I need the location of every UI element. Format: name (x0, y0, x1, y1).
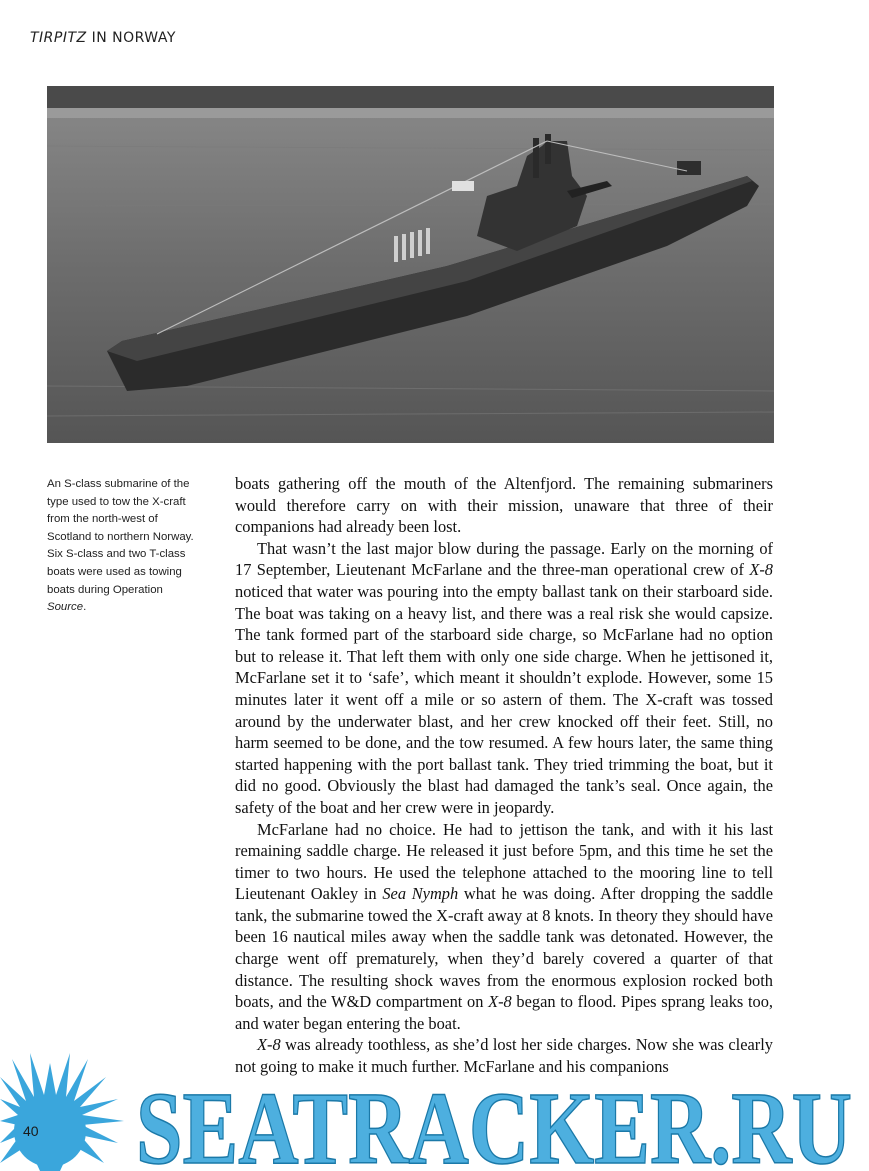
paragraph-text: noticed that water was pouring into the empty ballast tank on their starboard side. The boat was taking on a heavy list, and there was a real risk she would capsize. The tank formed part of the starboard side charge, so McFarlane had no option but to release it. That left them with only one side charge. When he jettisoned it, McFarlane set it to ‘safe’, which meant it shouldn’t explode. However, some 15 minutes later it went off a mile or so astern of them. The X-craft was tossed around by the underwater blast, and her crew knocked off their feet. Still, no harm seemed to be done, and the tow resumed. A few hours later, the same thing started happening with the port ballast tank. They tried trimming the boat, but it did no good. Obviously the blast had damaged the tank’s seal. Once again, the safety of the boat and her crew were in jeopardy. (235, 581, 773, 817)
paragraph-text: what he was doing. After dropping the saddle tank, the submarine towed the X-craft away at 8 knots. In theory they should have been 16 nautical miles away when the saddle tank was detonated. However, the charge went off prematurely, when they’d barely covered a quarter of that distance. The resulting shock waves from the enormous explosion rocked both boats, and the W&D compartment on (235, 884, 774, 1012)
vessel-name: X-8 (257, 1035, 281, 1055)
photo-caption (47, 476, 197, 617)
body-text (235, 473, 773, 1078)
paragraph-text: was already toothless, as she’d lost her side charges. Now she was clearly not going to make it much further. McFarlane and his companions (235, 1035, 773, 1077)
vessel-name: Sea Nymph (382, 884, 459, 904)
watermark (0, 1045, 869, 1171)
running-head-italic: TIRPITZ (30, 30, 87, 46)
paragraph: boats gathering off the mouth of the Altenfjord. The remaining submariners would therefore carry on with their mission, unaware that three of their companions had already been lost. (235, 474, 773, 537)
paragraph-text: began to flood. Pipes sprang leaks too, and water began entering the boat. (235, 992, 773, 1033)
running-head-rest: IN NORWAY (86, 30, 176, 46)
paragraph (235, 538, 773, 819)
caption-italic: Source (47, 601, 84, 614)
page-number: 40 (23, 1123, 39, 1139)
caption-end: . (83, 601, 87, 614)
vessel-name: X-8 (749, 560, 773, 580)
submarine-photo (47, 86, 774, 443)
paragraph-text: McFarlane had no choice. He had to jettison the tank, and with it his last remaining saddle charge. He released it just before 5pm, and this time he set the timer to two hours. He used the telephone attached to the mooring line to tell Lieutenant Oakley in (235, 819, 773, 904)
watermark-text: SEATRACKER.RU (136, 1071, 852, 1171)
running-head (30, 30, 176, 46)
sun-burst-icon (0, 1053, 124, 1171)
paragraph (235, 819, 773, 1035)
paragraph-text: That wasn’t the last major blow during the passage. Early on the morning of 17 September, Lieutenant McFarlane and the three-man operational crew of (235, 538, 773, 580)
submarine-photo-icon (47, 86, 774, 443)
caption-text: An S-class submarine of the type used to tow the X-craft from the north-west of Scotland to northern Norway. Six S-class and two T-class boats were used as towing boats during Operation (47, 478, 194, 596)
vessel-name: X-8 (488, 992, 512, 1012)
